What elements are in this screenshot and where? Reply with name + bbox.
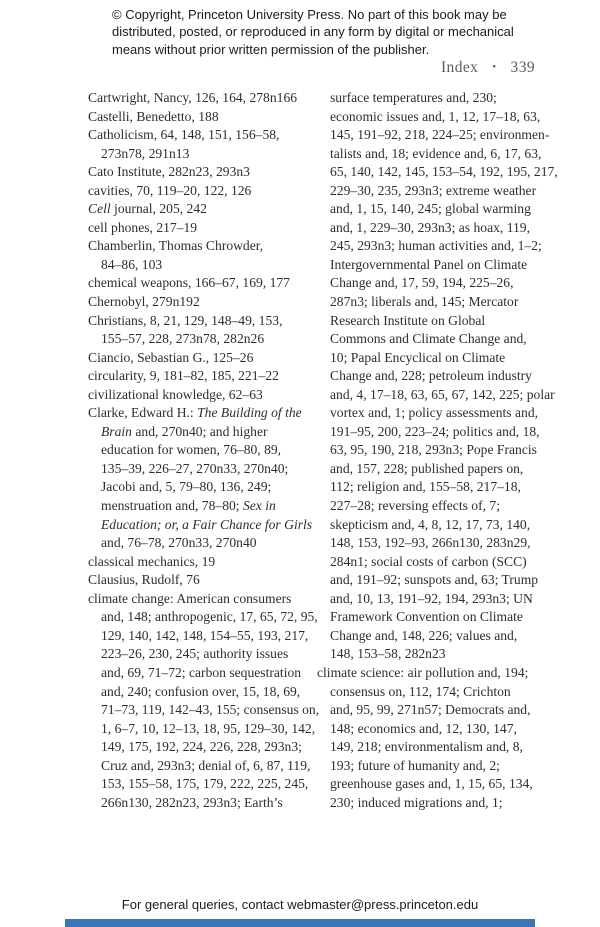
index-line: civilizational knowledge, 62–63 <box>88 386 263 402</box>
index-line: Change and, 148, 226; values and, <box>330 627 518 643</box>
index-line: and, 240; confusion over, 15, 18, 69, <box>101 683 301 699</box>
index-line: 148, 153, 192–93, 266n130, 283n29, <box>330 535 531 551</box>
index-column-left <box>88 89 320 812</box>
page-number: 339 <box>510 59 535 76</box>
index-line: classical mechanics, 19 <box>88 553 216 569</box>
index-line: cavities, 70, 119–20, 122, 126 <box>88 182 252 198</box>
index-line: 273n78, 291n13 <box>101 145 190 161</box>
running-head <box>441 59 535 77</box>
index-line: Intergovernmental Panel on Climate <box>330 256 528 272</box>
index-line: and, 76–78, 270n33, 270n40 <box>101 535 257 551</box>
index-line: 193; future of humanity and, 2; <box>330 757 500 773</box>
index-line: chemical weapons, 166–67, 169, 177 <box>88 275 290 291</box>
index-line: 287n3; liberals and, 145; Mercator <box>330 294 519 310</box>
index-line: 129, 140, 142, 148, 154–55, 193, 217, <box>101 627 309 643</box>
index-line: Cruz and, 293n3; denial of, 6, 87, 119, <box>101 757 311 773</box>
index-line: Brain and, 270n40; and higher <box>101 423 268 439</box>
index-line: circularity, 9, 181–82, 185, 221–22 <box>88 368 279 384</box>
index-line: and, 191–92; sunspots and, 63; Trump <box>330 572 539 588</box>
index-line: and, 148; anthropogenic, 17, 65, 72, 95, <box>101 609 318 625</box>
index-line: and, 1, 15, 140, 245; global warming <box>330 201 531 217</box>
index-line: and, 10, 13, 191–92, 194, 293n3; UN <box>330 590 533 606</box>
index-line: 71–73, 119, 142–43, 155; consensus on, <box>101 702 320 718</box>
index-line: and, 95, 99, 271n57; Democrats and, <box>330 702 531 718</box>
index-line: 84–86, 103 <box>101 256 163 272</box>
index-line: Cato Institute, 282n23, 293n3 <box>88 164 250 180</box>
index-line: skepticism and, 4, 8, 12, 17, 73, 140, <box>330 516 531 532</box>
index-line: 1, 6–7, 10, 12–13, 18, 95, 129–30, 142, <box>101 720 316 736</box>
index-line: economic issues and, 1, 12, 17–18, 63, <box>330 108 541 124</box>
index-line: Clausius, Rudolf, 76 <box>88 572 200 588</box>
index-line: 153, 155–58, 175, 179, 222, 225, 245, <box>101 776 309 792</box>
index-line: Christians, 8, 21, 129, 148–49, 153, <box>88 312 283 328</box>
index-line: Research Institute on Global <box>330 312 486 328</box>
bottom-accent-bar <box>65 919 535 927</box>
index-line: and, 157, 228; published papers on, <box>330 460 524 476</box>
index-line: 10; Papal Encyclical on Climate <box>330 349 506 365</box>
index-line: climate science: air pollution and, 194; <box>317 664 529 680</box>
index-line: 284n1; social costs of carbon (SCC) <box>330 553 527 569</box>
index-line: Chernobyl, 279n192 <box>88 294 200 310</box>
copyright-notice <box>112 6 514 58</box>
index-line: 230; induced migrations and, 1; <box>330 794 503 810</box>
index-line: surface temperatures and, 230; <box>330 90 497 105</box>
index-line: 65, 140, 142, 145, 153–54, 192, 195, 217, <box>330 164 558 180</box>
bullet-separator: • <box>492 61 497 73</box>
index-line: 266n130, 282n23, 293n3; Earth’s <box>101 794 283 810</box>
index-line: 227–28; reversing effects of, 7; <box>330 498 501 514</box>
section-title: Index <box>440 59 479 76</box>
index-line: Framework Convention on Climate <box>330 609 523 625</box>
index-line: greenhouse gases and, 1, 15, 65, 134, <box>330 776 533 792</box>
index-line: 148; economics and, 12, 130, 147, <box>330 720 517 736</box>
index-line: 148, 153–58, 282n23 <box>330 646 446 662</box>
index-line: 229–30, 235, 293n3; extreme weather <box>330 182 537 198</box>
index-line: Change and, 228; petroleum industry <box>330 368 532 384</box>
index-column-right <box>317 89 558 812</box>
index-line: 191–95, 200, 223–24; politics and, 18, <box>330 423 540 439</box>
index-line: Ciancio, Sebastian G., 125–26 <box>88 349 254 365</box>
index-line: 223–26, 230, 245; authority issues <box>101 646 289 662</box>
index-line: Catholicism, 64, 148, 151, 156–58, <box>88 127 280 143</box>
copyright-line: means without prior written permission of the publisher. <box>112 41 430 57</box>
index-line: 245, 293n3; human activities and, 1–2; <box>330 238 542 254</box>
index-line: 135–39, 226–27, 270n33, 270n40; <box>101 460 289 476</box>
index-line: Commons and Climate Change and, <box>330 331 527 347</box>
index-line: Castelli, Benedetto, 188 <box>88 108 219 124</box>
index-line: Chamberlin, Thomas Chrowder, <box>88 238 264 254</box>
index-line: 149, 175, 192, 224, 226, 228, 293n3; <box>101 739 302 755</box>
index-line: and, 69, 71–72; carbon sequestration <box>101 664 302 680</box>
footer-contact-text: For general queries, contact webmaster@press.princeton.edu <box>121 897 479 912</box>
index-line: Cell journal, 205, 242 <box>88 201 207 217</box>
index-line: 63, 95, 190, 218, 293n3; Pope Francis <box>330 442 537 458</box>
index-line: 149, 218; environmentalism and, 8, <box>330 739 523 755</box>
index-line: vortex and, 1; policy assessments and, <box>330 405 539 421</box>
index-line: cell phones, 217–19 <box>88 219 198 235</box>
index-line: Education; or, a Fair Chance for Girls <box>101 516 313 532</box>
index-line: Change and, 17, 59, 194, 225–26, <box>330 275 514 291</box>
index-line: and, 1, 229–30, 293n3; as hoax, 119, <box>330 219 530 235</box>
index-line: and, 4, 17–18, 63, 65, 67, 142, 225; polar <box>330 386 555 402</box>
index-line: 145, 191–92, 218, 224–25; environmen- <box>330 127 550 143</box>
index-line: menstruation and, 78–80; Sex in <box>101 498 276 514</box>
index-line: Cartwright, Nancy, 126, 164, 278n166 <box>88 90 298 105</box>
index-line: 112; religion and, 155–58, 217–18, <box>330 479 521 495</box>
index-line: Jacobi and, 5, 79–80, 136, 249; <box>101 479 272 495</box>
index-line: education for women, 76–80, 89, <box>101 442 282 458</box>
index-line: talists and, 18; evidence and, 6, 17, 63, <box>330 145 542 161</box>
index-line: 155–57, 228, 273n78, 282n26 <box>101 331 265 347</box>
copyright-line: © Copyright, Princeton University Press. No part of this book may be <box>112 7 507 22</box>
index-line: Clarke, Edward H.: The Building of the <box>88 405 302 421</box>
copyright-line: distributed, posted, or reproduced in any form by digital or mechanical <box>112 24 514 40</box>
index-line: climate change: American consumers <box>88 590 292 606</box>
index-line: consensus on, 112, 174; Crichton <box>330 683 511 699</box>
